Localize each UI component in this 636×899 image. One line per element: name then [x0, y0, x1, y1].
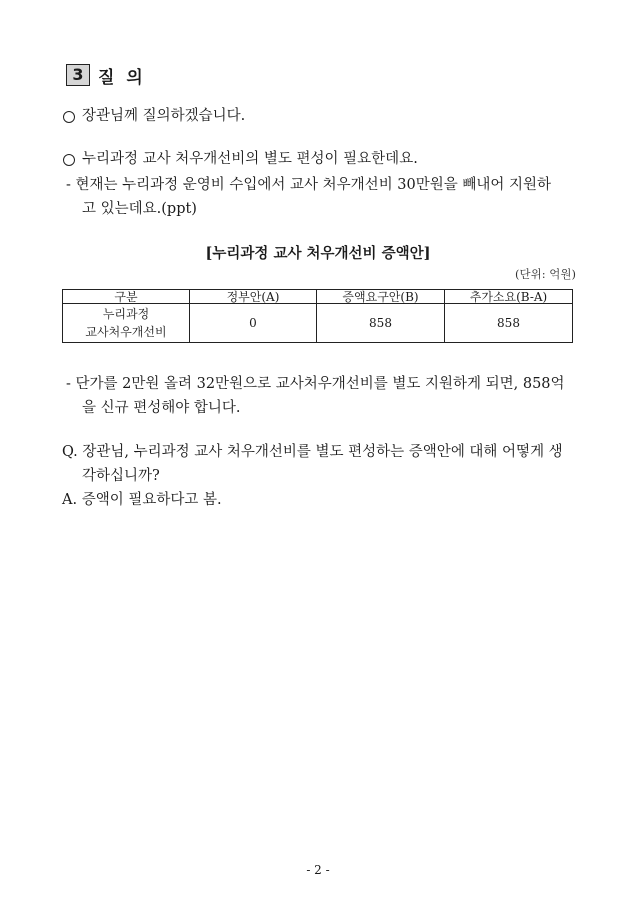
section-title: 질 의 [98, 68, 146, 88]
table-header-row [63, 290, 573, 304]
table-cell-government: 0 [190, 304, 317, 343]
table-cell-requested: 858 [317, 304, 445, 343]
table-row [63, 304, 573, 343]
table-unit: (단위: 억원) [515, 267, 576, 281]
after-line-1: - 단가를 2만원 올려 32만원으로 교사처우개선비를 별도 지원하게 되면, 858억 [66, 376, 565, 392]
table-header-cell: 구분 [63, 290, 190, 304]
question-line-2: 각하십니까? [82, 468, 160, 484]
answer-line: A. 증액이 필요하다고 봄. [62, 492, 222, 508]
circle-bullet-icon [63, 111, 75, 123]
table-header-cell: 증액요구안(B) [317, 290, 445, 304]
table-header-cell: 추가소요(B-A) [445, 290, 573, 304]
paragraph-2: 누리과정 교사 처우개선비의 별도 편성이 필요한데요. [82, 151, 418, 167]
row-label-line-1: 누리과정 [102, 307, 150, 321]
table-cell-additional: 858 [445, 304, 573, 343]
after-line-2: 을 신규 편성해야 합니다. [82, 400, 241, 416]
budget-table [62, 289, 573, 343]
table-header-cell: 정부안(A) [190, 290, 317, 304]
paragraph-3-line-2: 고 있는데요.(ppt) [82, 201, 197, 217]
paragraph-3-line-1: - 현재는 누리과정 운영비 수입에서 교사 처우개선비 30만원을 빼내어 지원하 [66, 177, 552, 193]
circle-bullet-icon [63, 154, 75, 166]
question-line-1: Q. 장관님, 누리과정 교사 처우개선비를 별도 편성하는 증액안에 대해 어떻게 생 [62, 444, 563, 460]
row-label-line-2: 교사처우개선비 [85, 325, 167, 339]
section-number: 3 [66, 64, 90, 86]
paragraph-1: 장관님께 질의하겠습니다. [82, 108, 246, 124]
table-row-label [63, 304, 190, 343]
page-number: - 2 - [306, 863, 330, 877]
table-title: [누리과정 교사 처우개선비 증액안] [205, 245, 431, 262]
